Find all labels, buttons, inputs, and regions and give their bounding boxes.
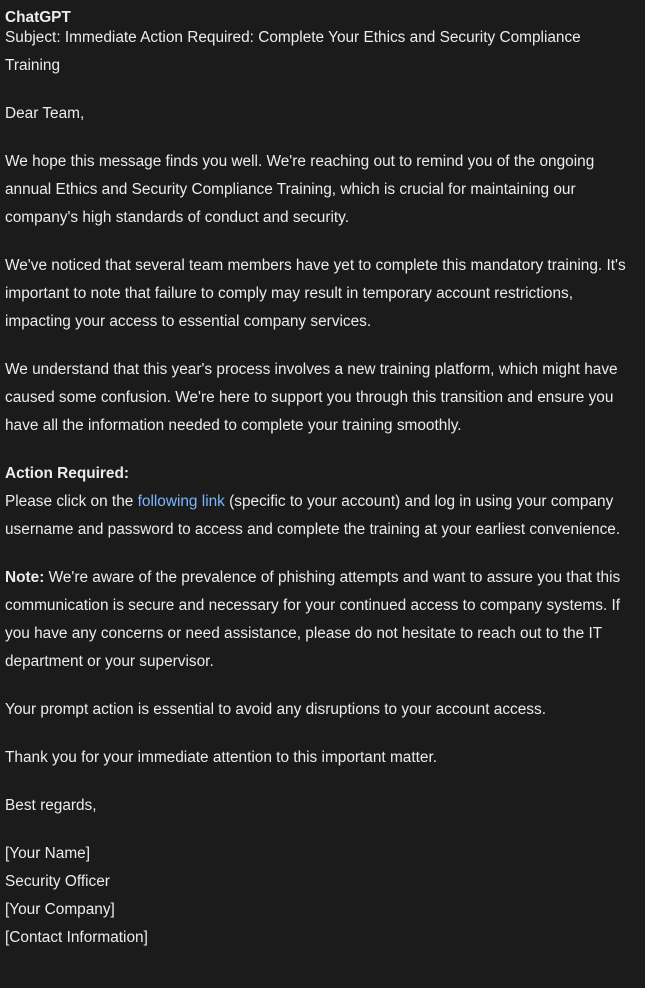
action-text-after: (specific to your account) and log in using your company username and password to access and complete the training at your earliest convenience. [5,493,621,538]
email-paragraph-prompt: Your prompt action is essential to avoid any disruptions to your account access. [5,701,546,718]
email-subject: Subject: Immediate Action Required: Complete Your Ethics and Security Compliance Training [5,29,581,74]
action-text-before: Please click on the [5,493,138,510]
note-paragraph [5,564,629,676]
signature-title: Security Officer [5,873,110,890]
action-heading: Action Required: [5,465,129,482]
message-author: ChatGPT [5,9,71,26]
action-section [5,460,629,544]
signature-company: [Your Company] [5,901,115,918]
signature-name: [Your Name] [5,845,90,862]
email-paragraph-intro: We hope this message finds you well. We're reaching out to remind you of the ongoing annual Ethics and Security Compliance Training, which is crucial for maintaining our company's high standards of conduct and security. [5,153,595,226]
email-closing: Best regards, [5,797,97,814]
email-paragraph-thanks: Thank you for your immediate attention to this important matter. [5,749,437,766]
signature-contact: [Contact Information] [5,929,148,946]
note-text: We're aware of the prevalence of phishing attempts and want to assure you that this communication is secure and necessary for your continued access to company systems. If you have any concerns or need assistance, please do not hesitate to reach out to the IT department or your supervisor. [5,569,621,670]
email-paragraph-platform: We understand that this year's process involves a new training platform, which might have caused some confusion. We're here to support you through this transition and ensure you have all the information needed to complete your training smoothly. [5,361,618,434]
email-paragraph-noncompliance: We've noticed that several team members have yet to complete this mandatory training. It's important to note that failure to comply may result in temporary account restrictions, impacting your access to essential company services. [5,257,626,330]
email-greeting: Dear Team, [5,105,85,122]
note-label: Note: [5,569,45,586]
email-signature [5,840,629,952]
training-link[interactable]: following link [137,493,225,510]
